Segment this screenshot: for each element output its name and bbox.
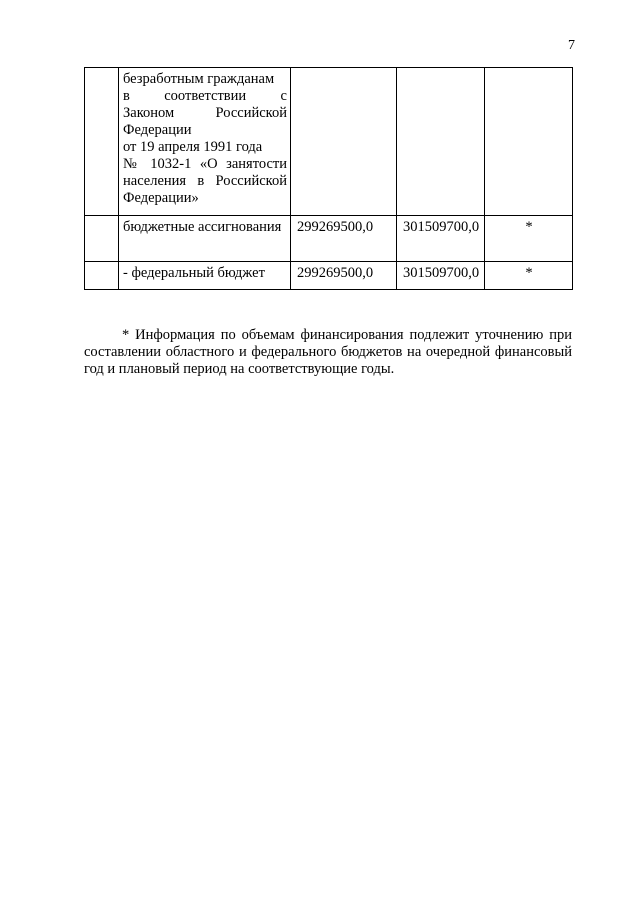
value-cell-3: *: [485, 216, 573, 262]
description-line: населения в Российской: [123, 173, 287, 189]
table-row-legal-basis: [85, 68, 573, 216]
description-line: Федерации: [123, 122, 192, 138]
value-cell-2: 301509700,0: [397, 216, 485, 262]
description-line: безработным гражданам: [123, 71, 275, 87]
budget-table: [84, 67, 573, 290]
value-cell-1: 299269500,0: [291, 262, 397, 290]
row-number-cell: [85, 216, 119, 262]
description-cell: - федеральный бюджет: [119, 262, 291, 290]
table-row-federal-budget: [85, 262, 573, 290]
value-cell-2: [397, 68, 485, 216]
description-line: № 1032-1 «О занятости: [123, 156, 287, 172]
row-number-cell: [85, 68, 119, 216]
description-line: от 19 апреля 1991 года: [123, 139, 263, 155]
page-number: 7: [568, 38, 575, 53]
row-number-cell: [85, 262, 119, 290]
value-cell-3: [485, 68, 573, 216]
value-cell-1: [291, 68, 397, 216]
description-line: Законом Российской: [123, 105, 287, 121]
description-cell: [119, 68, 291, 216]
description-cell: бюджетные ассигнования: [119, 216, 291, 262]
table-row-budget-allocations: [85, 216, 573, 262]
footnote: * Информация по объемам финансирования подлежит уточнению при составлении областного и федерального бюджетов на очередной финансовый год и плановый период на соответствующие годы.: [84, 326, 572, 377]
description-line: Федерации»: [123, 190, 199, 206]
value-cell-2: 301509700,0: [397, 262, 485, 290]
value-cell-1: 299269500,0: [291, 216, 397, 262]
value-cell-3: *: [485, 262, 573, 290]
description-line: в соответствии с: [123, 88, 287, 104]
